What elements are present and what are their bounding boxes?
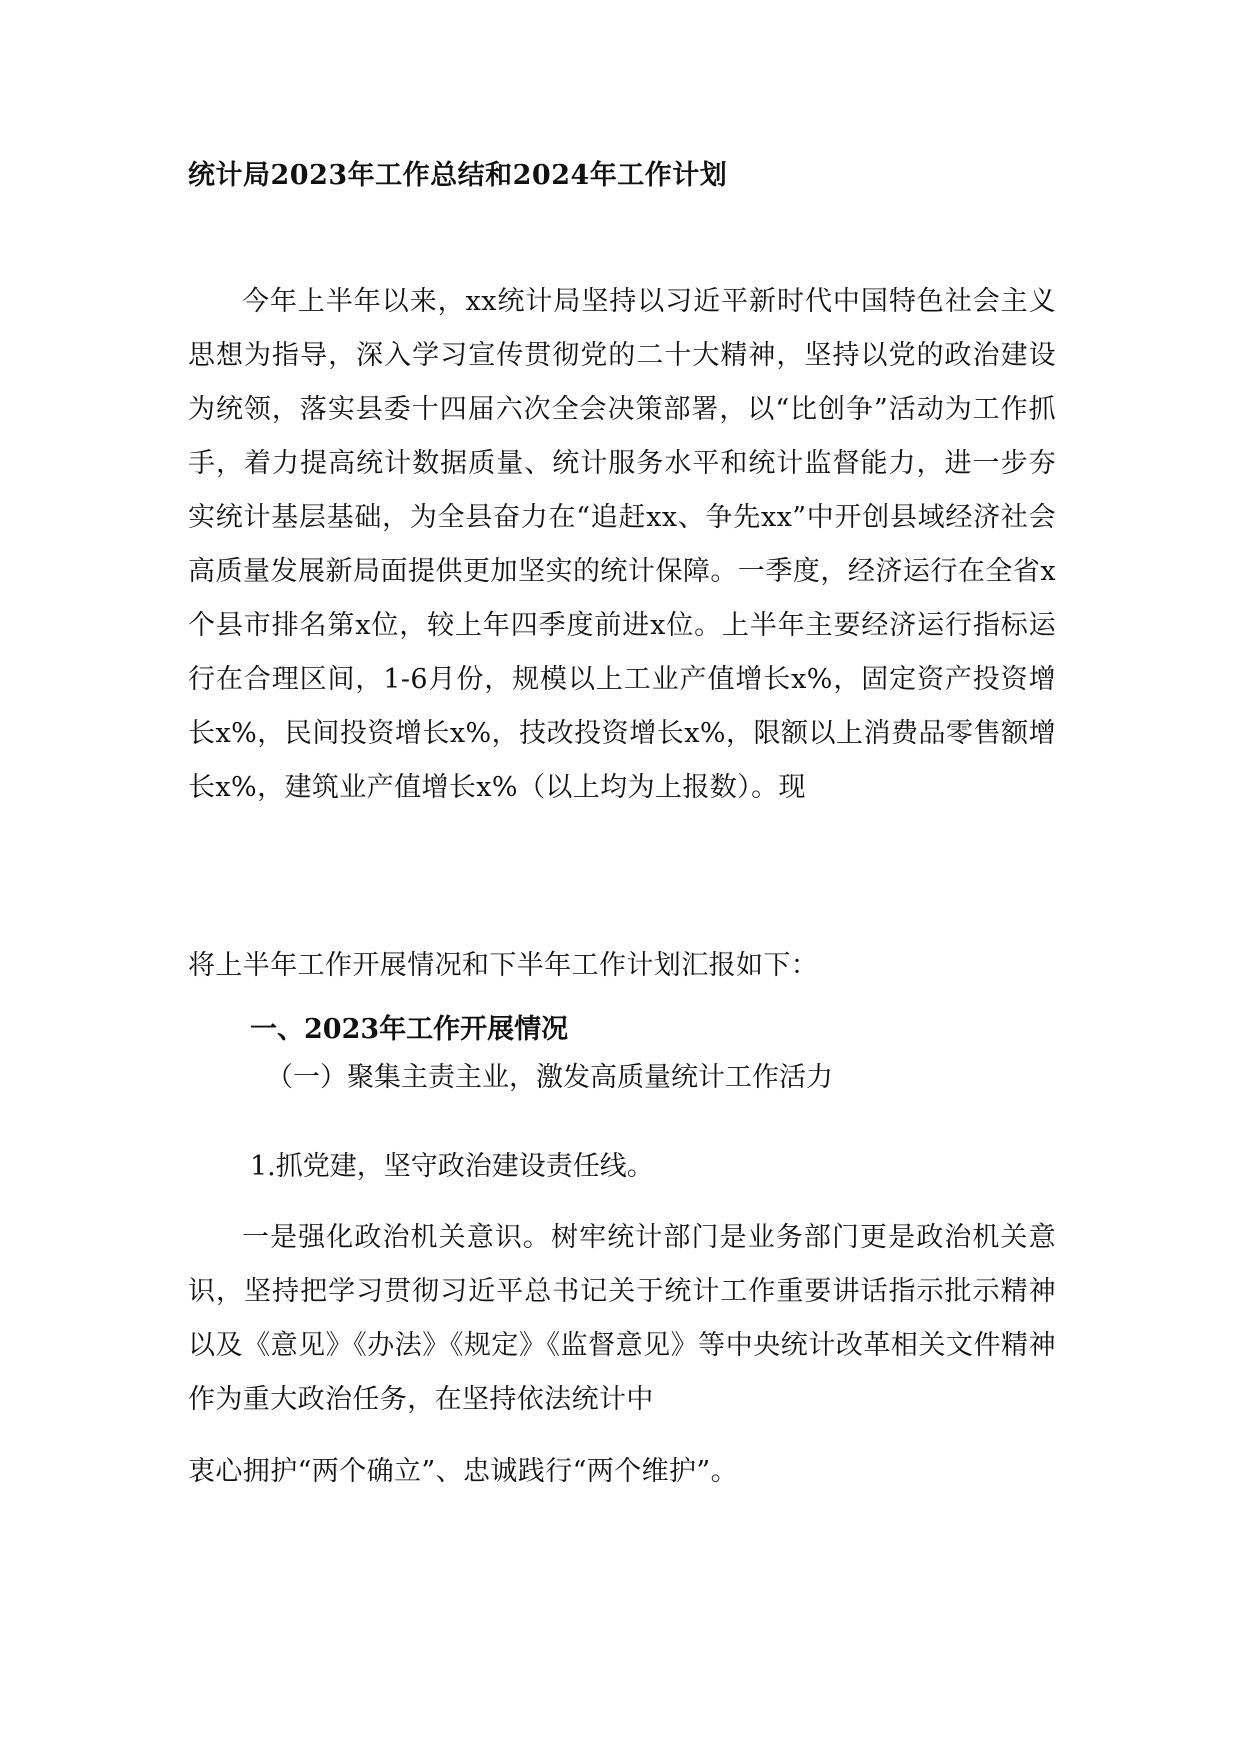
intro-paragraph: 今年上半年以来，xx统计局坚持以习近平新时代中国特色社会主义思想为指导，深入学习宣传贯彻党的二十大精神，坚持以党的政治建设为统领，落实县委十四届六次全会决策部署，以“比创争”活动为工作抓手，着力提高统计数据质量、统计服务水平和统计监督能力，进一步夯实统计基层基础，为全县奋力在“追赶xx、争先xx”中开创县域经济社会高质量发展新局面提供更加坚实的统计保障。一季度，经济运行在全省x个县市排名第x位，较上年四季度前进x位。上半年主要经济运行指标运行在合理区间，1-6月份，规模以上工业产值增长x%，固定资产投资增长x%，民间投资增长x%，技改投资增长x%，限额以上消费品零售额增长x%，建筑业产值增长x%（以上均为上报数）。现 bbox=[188, 286, 1056, 803]
document-title: 统计局2023年工作总结和2024年工作计划 bbox=[188, 160, 728, 191]
report-line: 将上半年工作开展情况和下半年工作计划汇报如下： bbox=[188, 950, 819, 981]
subsection-heading: （一）聚集主责主业，激发高质量统计工作活力 bbox=[266, 1062, 833, 1093]
section-heading: 一、2023年工作开展情况 bbox=[250, 1014, 569, 1045]
closing-line: 衷心拥护“两个确立”、忠诚践行“两个维护”。 bbox=[188, 1456, 739, 1487]
body-paragraph: 一是强化政治机关意识。树牢统计部门是业务部门更是政治机关意识，坚持把学习贯彻习近平总书记关于统计工作重要讲话指示批示精神以及《意见》《办法》《规定》《监督意见》等中央统计改革相关文件精神作为重大政治任务，在坚持依法统计中 bbox=[188, 1222, 1056, 1415]
item-heading: 1.抓党建，坚守政治建设责任线。 bbox=[250, 1151, 654, 1182]
